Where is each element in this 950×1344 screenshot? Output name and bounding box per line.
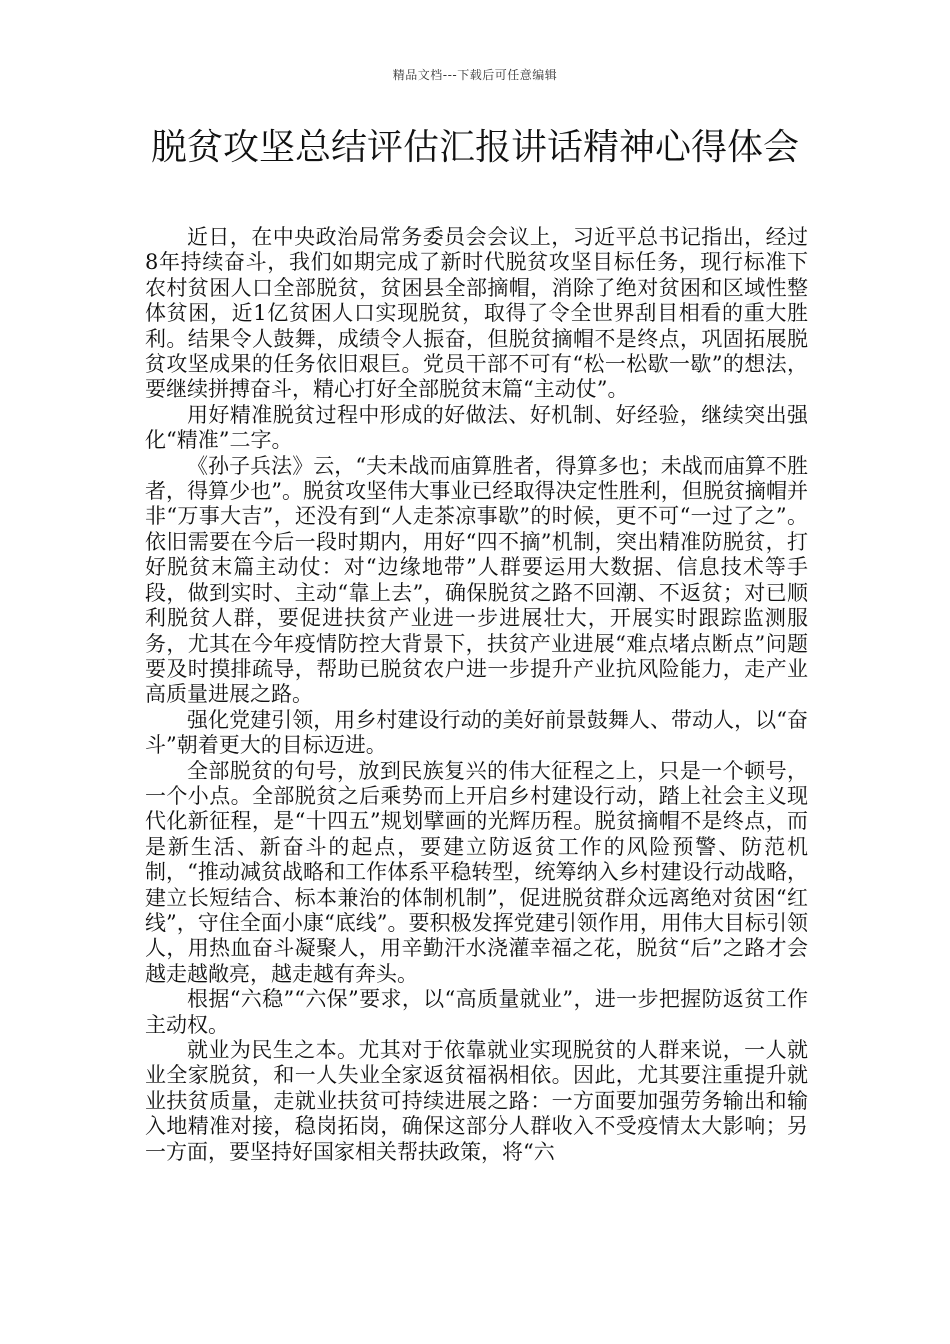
paragraph: 用好精准脱贫过程中形成的好做法、好机制、好经验，继续突出强化“精准”二字。	[145, 402, 808, 453]
paragraph: 就业为民生之本。尤其对于依靠就业实现脱贫的人群来说，一人就业全家脱贫，和一人失业全家返贫福祸相依。因此，尤其要注重提升就业扶贫质量，走就业扶贫可持续进展之路：一方面要加强劳务输出和输入地精准对接，稳岗拓岗，确保这部分人群收入不受疫情太大影响；另一方面，要坚持好国家相关帮扶政策，将“六	[145, 1038, 808, 1164]
paragraph: 近日，在中央政治局常务委员会会议上，习近平总书记指出，经过8年持续奋斗，我们如期完成了新时代脱贫攻坚目标任务，现行标准下农村贫困人口全部脱贫，贫困县全部摘帽，消除了绝对贫困和区域性整体贫困，近1亿贫困人口实现脱贫，取得了令全世界刮目相看的重大胜利。结果令人鼓舞，成绩令人振奋，但脱贫摘帽不是终点，巩固拓展脱贫攻坚成果的任务依旧艰巨。党员干部不可有“松一松歇一歇”的想法，要继续拼搏奋斗，精心打好全部脱贫末篇“主动仗”。	[145, 225, 808, 402]
header-note: 精品文档---下载后可任意编辑	[392, 68, 558, 82]
paragraph: 《孙子兵法》云，“夫未战而庙算胜者，得算多也；未战而庙算不胜者，得算少也”。脱贫攻坚伟大事业已经取得决定性胜利，但脱贫摘帽并非“万事大吉”，还没有到“人走茶凉事歇”的时候，更不可“一过了之”。依旧需要在今后一段时期内，用好“四不摘”机制，突出精准防脱贫，打好脱贫末篇主动仗：对“边缘地带”人群要运用大数据、信息技术等手段，做到实时、主动“靠上去”，确保脱贫之路不回潮、不返贫；对已顺利脱贫人群，要促进扶贫产业进一步进展壮大，开展实时跟踪监测服务，尤其在今年疫情防控大背景下，扶贫产业进展“难点堵点断点”问题要及时摸排疏导，帮助已脱贫农户进一步提升产业抗风险能力，走产业高质量进展之路。	[145, 453, 808, 707]
document-title: 脱贫攻坚总结评估汇报讲话精神心得体会	[150, 127, 799, 168]
document-body	[145, 225, 808, 1165]
paragraph: 全部脱贫的句号，放到民族复兴的伟大征程之上，只是一个顿号，一个小点。全部脱贫之后乘势而上开启乡村建设行动，踏上社会主义现代化新征程，是“十四五”规划擘画的光辉历程。脱贫摘帽不是终点，而是新生活、新奋斗的起点，要建立防返贫工作的风险预警、防范机制，“推动减贫战略和工作体系平稳转型，统筹纳入乡村建设行动战略，建立长短结合、标本兼治的体制机制”，促进脱贫群众远离绝对贫困“红线”，守住全面小康“底线”。要积极发挥党建引领作用，用伟大目标引领人，用热血奋斗凝聚人，用辛勤汗水浇灌幸福之花，脱贫“后”之路才会越走越敞亮，越走越有奔头。	[145, 758, 808, 986]
paragraph: 根据“六稳”“六保”要求，以“高质量就业”，进一步把握防返贫工作主动权。	[145, 987, 808, 1037]
paragraph: 强化党建引领，用乡村建设行动的美好前景鼓舞人、带动人，以“奋斗”朝着更大的目标迈进。	[145, 707, 808, 758]
